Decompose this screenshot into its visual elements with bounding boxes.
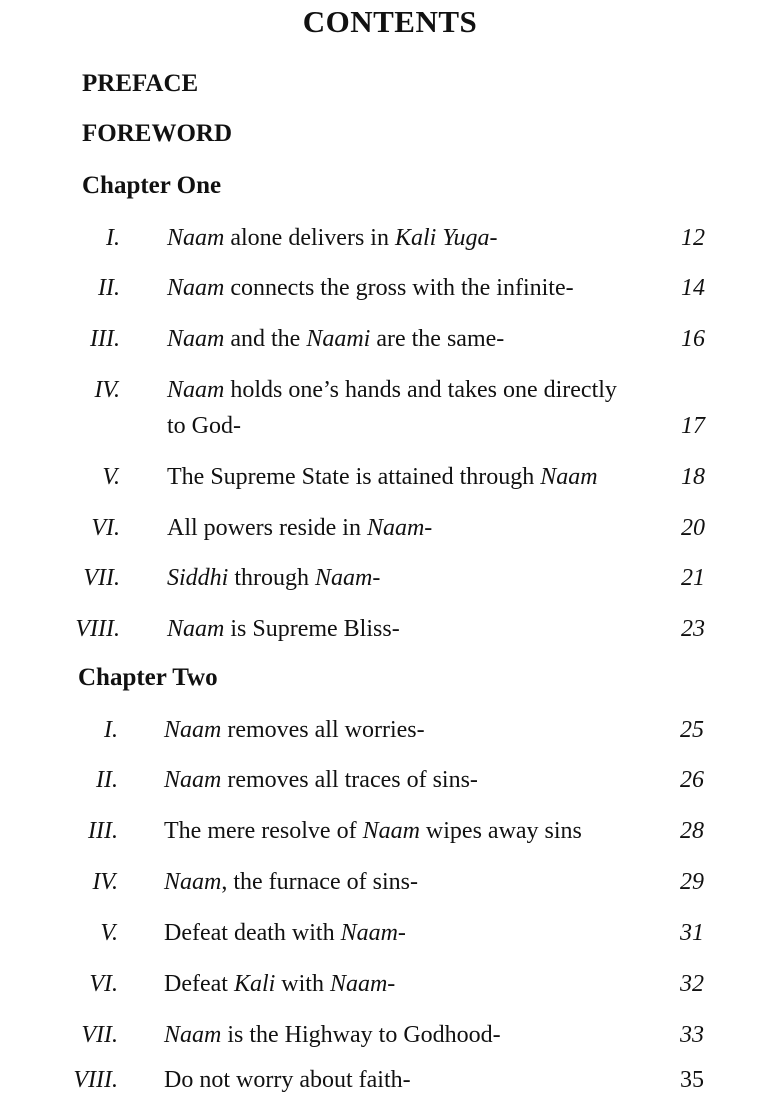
title-text: removes all traces of sins- bbox=[221, 767, 478, 793]
entry-page-number: 26 bbox=[680, 767, 704, 793]
entry-number: III. bbox=[88, 818, 118, 844]
title-text: is the Highway to Godhood- bbox=[221, 1022, 501, 1048]
entry-title bbox=[167, 611, 400, 647]
title-text: removes all worries- bbox=[221, 717, 425, 743]
italic-term: Naam bbox=[164, 1022, 222, 1048]
entry-title bbox=[164, 762, 478, 798]
entry-page-number: 28 bbox=[680, 818, 704, 844]
entry-number: VII. bbox=[81, 1022, 118, 1048]
entry-page-number: 12 bbox=[681, 225, 705, 251]
entry-number: III. bbox=[90, 326, 120, 352]
italic-term: Naam bbox=[167, 377, 225, 403]
entry-title bbox=[164, 1062, 411, 1098]
entry-number: I. bbox=[104, 717, 118, 743]
entry-number: V. bbox=[100, 920, 118, 946]
entry-title bbox=[167, 220, 497, 256]
entry-title bbox=[167, 372, 617, 444]
entry-title bbox=[164, 966, 395, 1002]
entry-number: VI. bbox=[89, 971, 118, 997]
italic-term: Naam- bbox=[366, 515, 433, 541]
entry-page-number: 33 bbox=[680, 1022, 704, 1048]
entry-number: VI. bbox=[91, 515, 120, 541]
entry-title bbox=[167, 270, 574, 306]
entry-number: VIII. bbox=[75, 616, 120, 642]
italic-term: Siddhi bbox=[167, 565, 229, 591]
entry-number: II. bbox=[98, 275, 120, 301]
entry-page-number: 17 bbox=[681, 413, 705, 439]
entry-title bbox=[164, 864, 418, 900]
italic-term: Naam bbox=[164, 767, 222, 793]
title-text: holds one’s hands and takes one directly bbox=[224, 377, 617, 403]
italic-term: Kali bbox=[233, 971, 276, 997]
title-text: alone delivers in bbox=[224, 225, 395, 251]
entry-title bbox=[164, 712, 425, 748]
title-text: wipes away sins bbox=[419, 818, 582, 844]
entry-number: V. bbox=[102, 464, 120, 490]
entry-page-number: 14 bbox=[681, 275, 705, 301]
entry-number: VII. bbox=[83, 565, 120, 591]
italic-term: Naam bbox=[540, 464, 598, 490]
entry-title bbox=[167, 321, 504, 357]
italic-term: Naam bbox=[167, 225, 225, 251]
entry-page-number: 23 bbox=[681, 616, 705, 642]
entry-title bbox=[164, 915, 406, 951]
italic-term: Naam- bbox=[329, 971, 396, 997]
italic-term: Kali Yuga- bbox=[394, 225, 498, 251]
entry-number: IV. bbox=[94, 377, 120, 403]
italic-term: Naam bbox=[164, 717, 222, 743]
entry-page-number: 32 bbox=[680, 971, 704, 997]
entry-page-number: 16 bbox=[681, 326, 705, 352]
italic-term: Naam bbox=[164, 869, 222, 895]
entry-page-number: 18 bbox=[681, 464, 705, 490]
italic-term: Naam bbox=[167, 326, 225, 352]
entry-page-number: 25 bbox=[680, 717, 704, 743]
entry-page-number: 21 bbox=[681, 565, 705, 591]
chapter-one-heading: Chapter One bbox=[82, 172, 222, 199]
entry-number: IV. bbox=[92, 869, 118, 895]
title-text: connects the gross with the infinite- bbox=[224, 275, 574, 301]
entry-page-number: 31 bbox=[680, 920, 704, 946]
entry-page-number: 20 bbox=[681, 515, 705, 541]
entry-number: I. bbox=[106, 225, 120, 251]
italic-term: Naami bbox=[306, 326, 371, 352]
title-text: Do not worry about faith- bbox=[164, 1067, 411, 1093]
title-text: is Supreme Bliss- bbox=[224, 616, 400, 642]
italic-term: Naam- bbox=[315, 565, 381, 591]
chapter-two-heading: Chapter Two bbox=[78, 664, 218, 691]
title-text: The mere resolve of bbox=[164, 818, 363, 844]
entry-title bbox=[164, 1017, 501, 1053]
entry-page-number: 35 bbox=[680, 1067, 704, 1093]
foreword-heading: FOREWORD bbox=[82, 120, 232, 147]
preface-heading: PREFACE bbox=[82, 70, 199, 97]
italic-term: Naam bbox=[167, 275, 225, 301]
entry-title bbox=[164, 813, 582, 849]
title-text: through bbox=[228, 565, 316, 591]
title-text: Defeat bbox=[164, 971, 234, 997]
title-text: and the bbox=[224, 326, 307, 352]
entry-page-number: 29 bbox=[680, 869, 704, 895]
title-text: with bbox=[275, 971, 330, 997]
page-title: CONTENTS bbox=[302, 4, 478, 39]
entry-title bbox=[167, 510, 432, 546]
title-text: The Supreme State is attained through bbox=[167, 464, 541, 490]
entry-number: VIII. bbox=[73, 1067, 118, 1093]
title-text: All powers reside in bbox=[167, 515, 367, 541]
entry-title bbox=[167, 560, 380, 596]
italic-term: Naam- bbox=[340, 920, 406, 946]
entry-title bbox=[167, 459, 598, 495]
italic-term: Naam bbox=[167, 616, 225, 642]
entry-title-continuation: to God- bbox=[167, 413, 241, 439]
title-text: Defeat death with bbox=[164, 920, 341, 946]
entry-number: II. bbox=[96, 767, 118, 793]
italic-term: Naam bbox=[362, 818, 420, 844]
title-text: are the same- bbox=[370, 326, 505, 352]
title-text: , the furnace of sins- bbox=[221, 869, 418, 895]
